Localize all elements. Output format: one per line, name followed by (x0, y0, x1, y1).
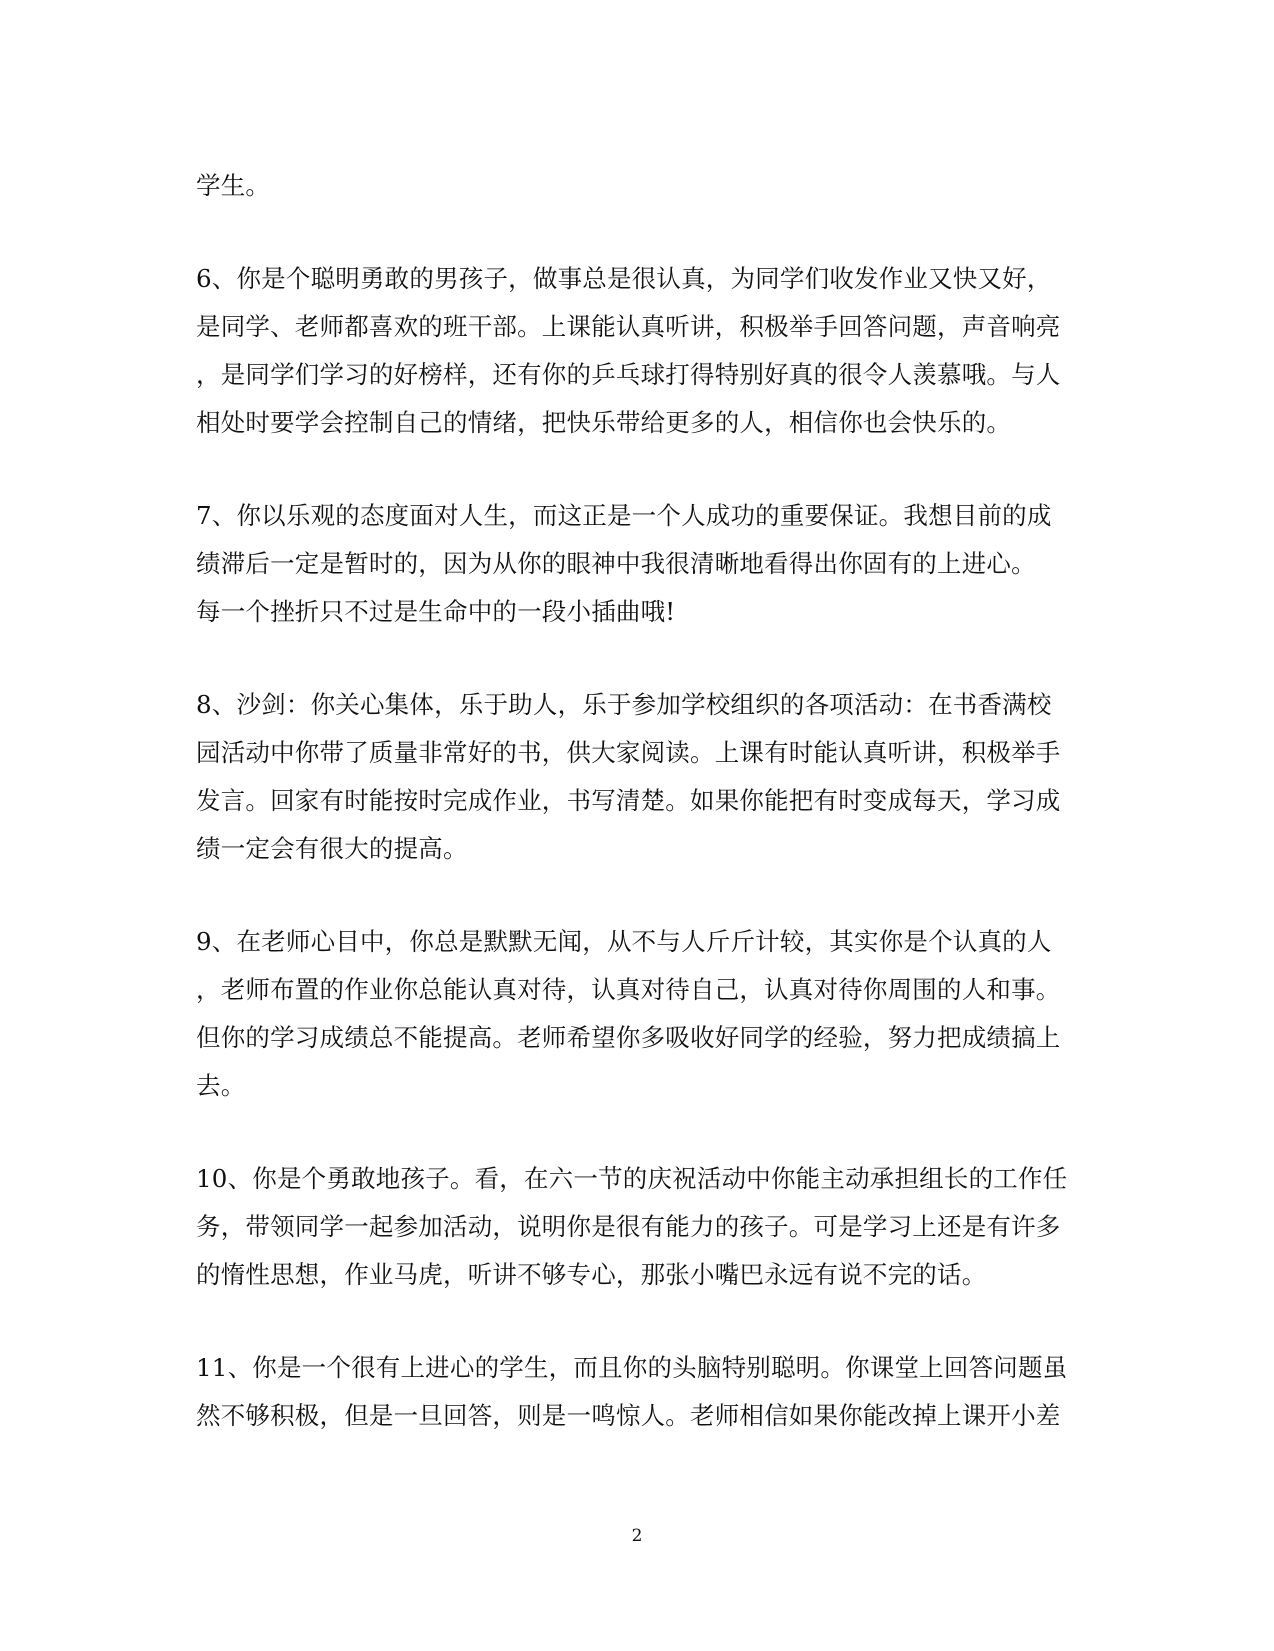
text-line: 的惰性思想，作业马虎，听讲不够专心，那张小嘴巴永远有说不完的话。 (196, 1260, 987, 1289)
text-line: 10、你是个勇敢地孩子。看，在六一节的庆祝活动中你能主动承担组长的工作任 (196, 1164, 1068, 1193)
paragraph-continuation (196, 162, 1081, 210)
text-line: 学生。 (196, 171, 271, 200)
text-line: 但你的学习成绩总不能提高。老师希望你多吸收好同学的经验，努力把成绩搞上 (196, 1023, 1061, 1052)
text-line: ，老师布置的作业你总能认真对待，认真对待自己，认真对待你周围的人和事。 (196, 975, 1061, 1004)
text-line: 绩一定会有很大的提高。 (196, 834, 468, 863)
text-line: 去。 (196, 1071, 246, 1100)
text-line: ，是同学们学习的好榜样，还有你的乒乓球打得特别好真的很令人羡慕哦。与人 (196, 360, 1061, 389)
paragraph-item-10 (196, 1155, 1081, 1299)
paragraph-item-11 (196, 1344, 1081, 1440)
paragraph-item-7 (196, 492, 1081, 636)
paragraph-item-9 (196, 918, 1081, 1110)
text-line: 绩滞后一定是暂时的，因为从你的眼神中我很清晰地看得出你固有的上进心。 (196, 549, 1036, 578)
text-line: 相处时要学会控制自己的情绪，把快乐带给更多的人，相信你也会快乐的。 (196, 408, 1012, 437)
text-line: 每一个挫折只不过是生命中的一段小插曲哦! (196, 597, 676, 626)
text-line: 6、你是个聪明勇敢的男孩子，做事总是很认真，为同学们收发作业又快又好， (196, 264, 1052, 293)
text-line: 9、在老师心目中，你总是默默无闻，从不与人斤斤计较，其实你是个认真的人 (196, 927, 1052, 956)
text-line: 8、沙剑：你关心集体，乐于助人，乐于参加学校组织的各项活动：在书香满校 (196, 690, 1052, 719)
text-line: 是同学、老师都喜欢的班干部。上课能认真听讲，积极举手回答问题，声音响亮 (196, 312, 1061, 341)
text-line: 发言。回家有时能按时完成作业，书写清楚。如果你能把有时变成每天，学习成 (196, 786, 1061, 815)
body-text (196, 162, 1081, 1485)
text-line: 11、你是一个很有上进心的学生，而且你的头脑特别聪明。你课堂上回答问题虽 (196, 1353, 1068, 1382)
page-number: 2 (631, 1526, 643, 1546)
paragraph-item-6 (196, 255, 1081, 447)
text-line: 7、你以乐观的态度面对人生，而这正是一个人成功的重要保证。我想目前的成 (196, 501, 1052, 530)
text-line: 然不够积极，但是一旦回答，则是一鸣惊人。老师相信如果你能改掉上课开小差 (196, 1401, 1061, 1430)
paragraph-item-8 (196, 681, 1081, 873)
text-line: 园活动中你带了质量非常好的书，供大家阅读。上课有时能认真听讲，积极举手 (196, 738, 1061, 767)
text-line: 务，带领同学一起参加活动，说明你是很有能力的孩子。可是学习上还是有许多 (196, 1212, 1061, 1241)
